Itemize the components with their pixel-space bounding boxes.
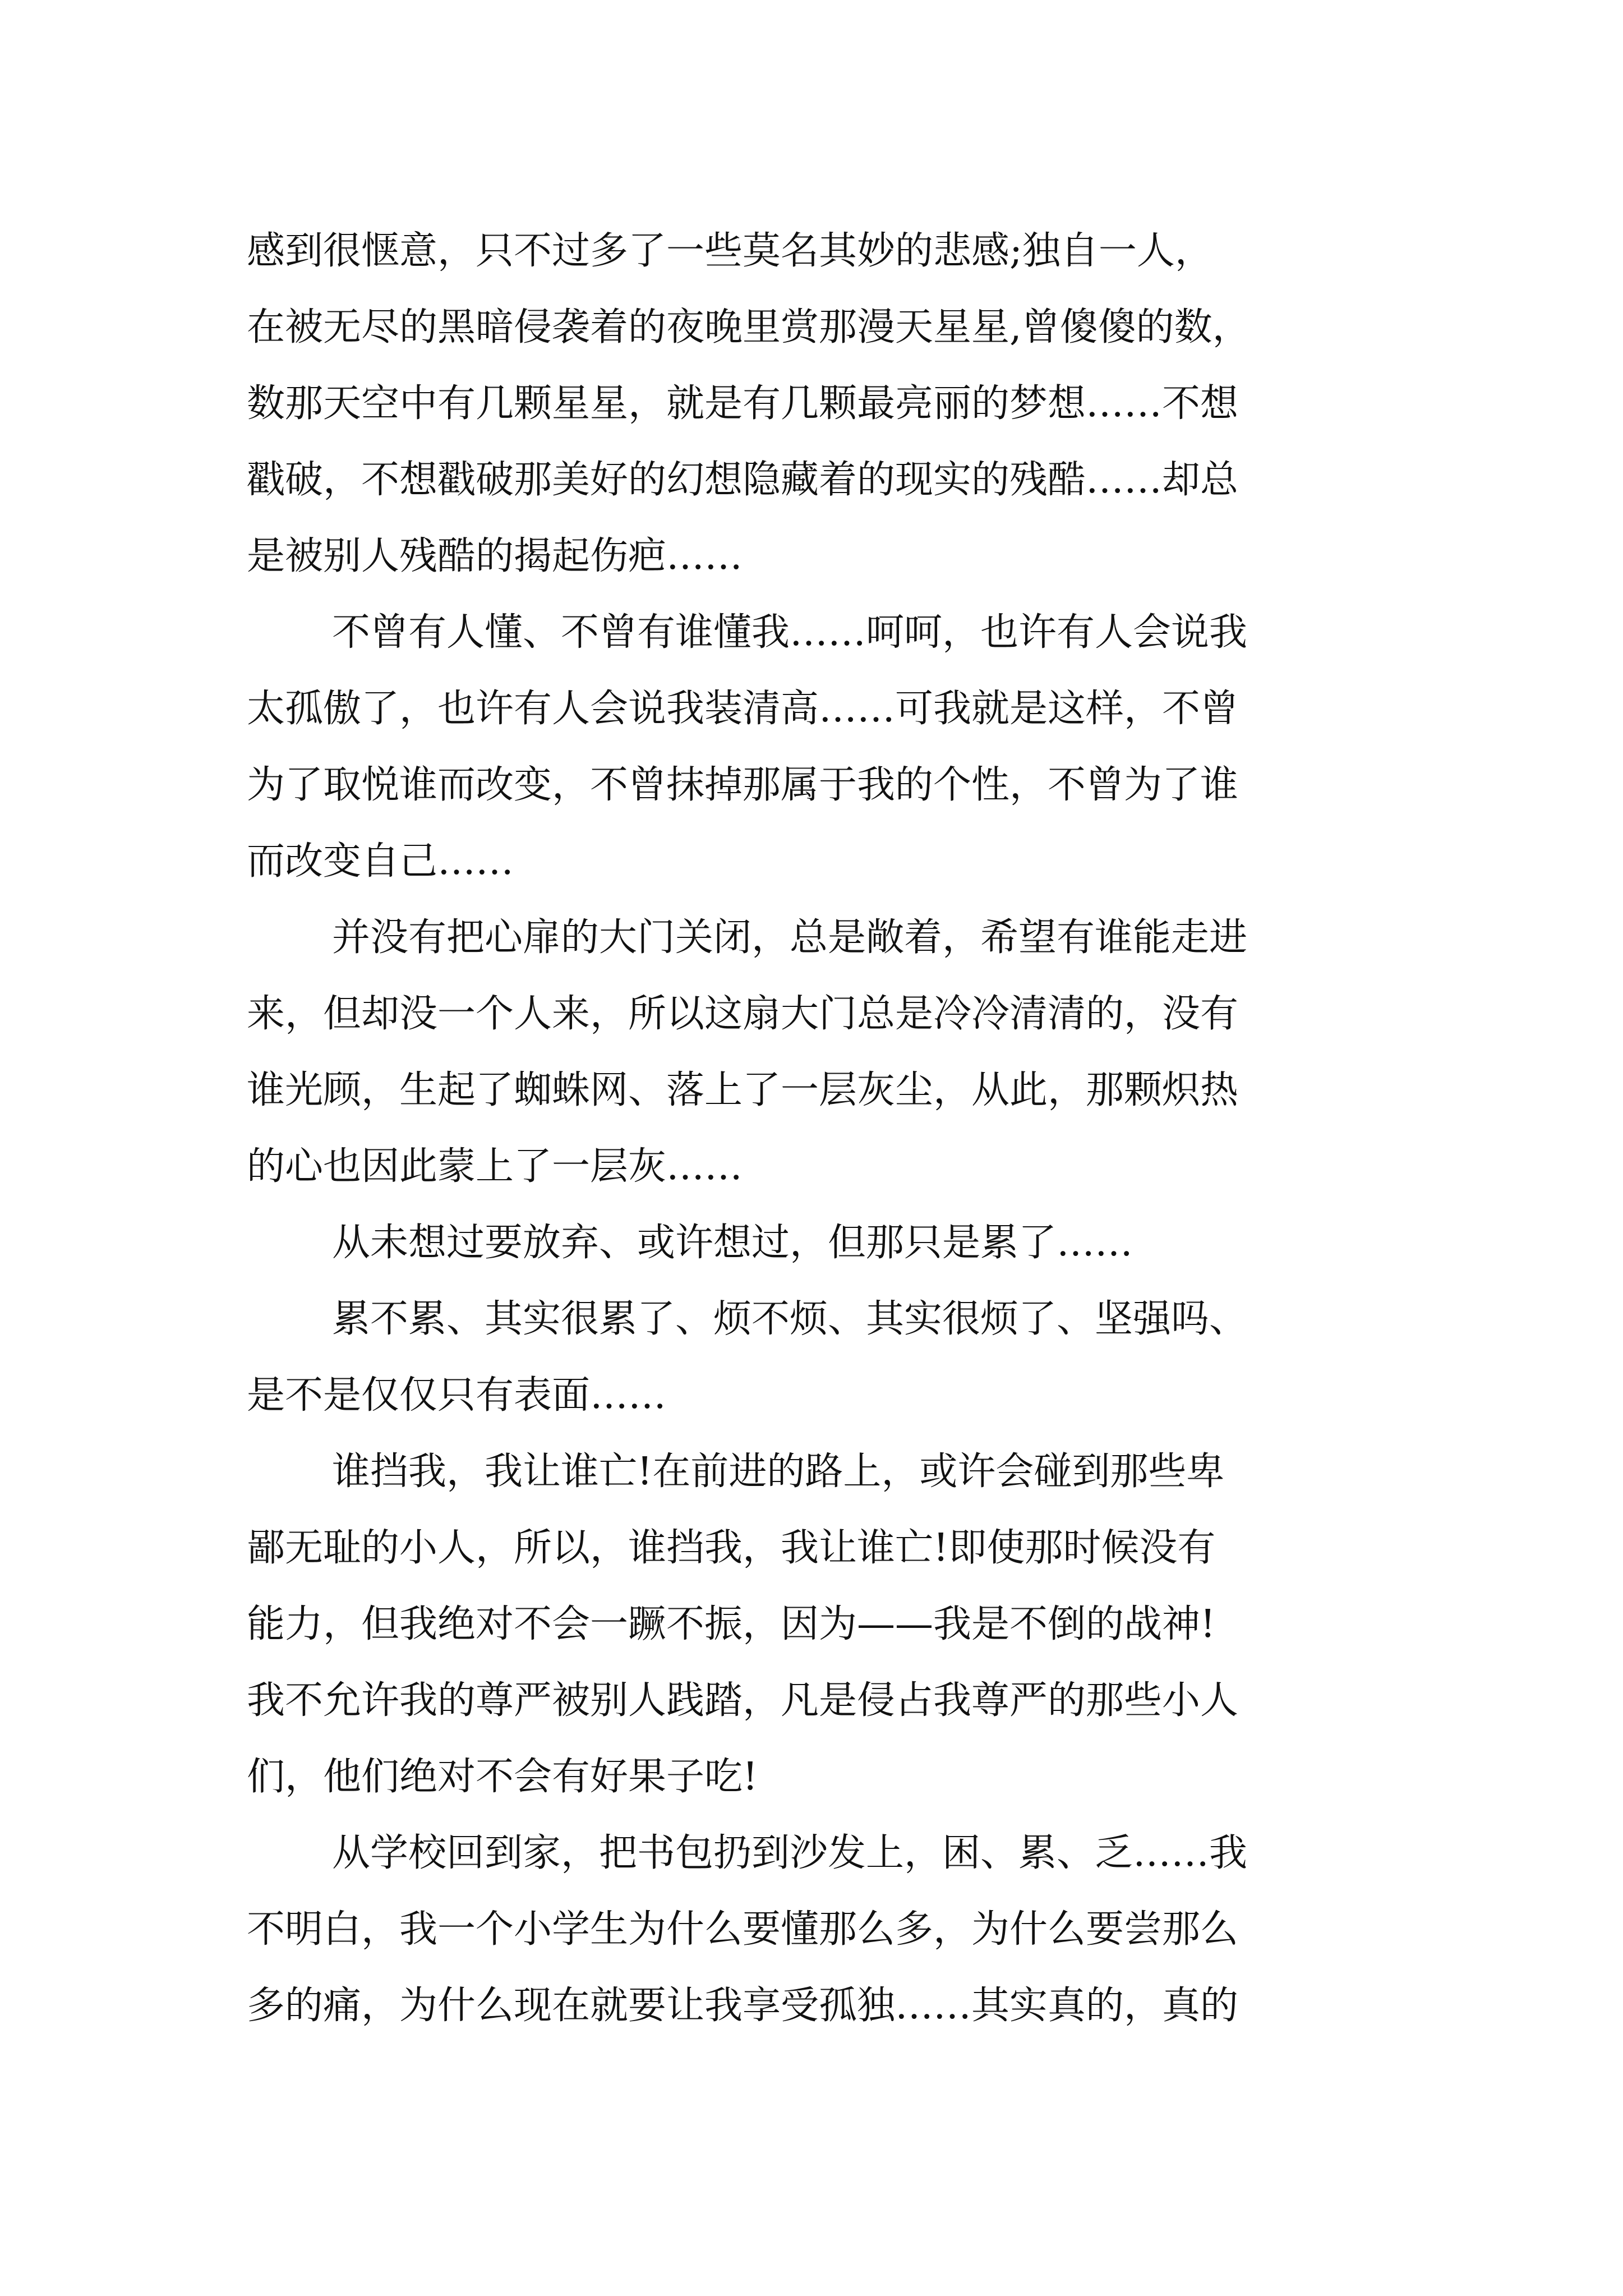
paragraph-first-line: 从学校回到家，把书包扔到沙发上，困、累、乏……我: [332, 1831, 1248, 1875]
text-line: 谁光顾，生起了蜘蛛网、落上了一层灰尘，从此，那颗炽热: [247, 1068, 1239, 1112]
document-body: [247, 213, 1430, 2044]
text-line: 是被别人残酷的揭起伤疤……: [247, 534, 743, 578]
text-line: 来，但却没一个人来，所以这扇大门总是冷冷清清的，没有: [247, 992, 1239, 1036]
paragraph-first-line: 谁挡我，我让谁亡!在前进的路上，或许会碰到那些卑: [332, 1450, 1225, 1494]
text-line: 在被无尽的黑暗侵袭着的夜晚里赏那漫天星星,曾傻傻的数，: [247, 305, 1251, 349]
text-line: 多的痛，为什么现在就要让我享受孤独……其实真的，真的: [247, 1984, 1239, 2028]
text-line: 是不是仅仅只有表面……: [247, 1373, 667, 1418]
text-line: 戳破，不想戳破那美好的幻想隐藏着的现实的残酷……却总: [247, 458, 1239, 502]
text-line: 鄙无耻的小人，所以，谁挡我，我让谁亡!即使那时候没有: [247, 1526, 1216, 1570]
paragraph-first-line: 并没有把心扉的大门关闭，总是敞着，希望有谁能走进: [332, 915, 1248, 960]
text-line: 们，他们绝对不会有好果子吃!: [247, 1755, 758, 1799]
paragraph-first-line: 不曾有人懂、不曾有谁懂我……呵呵，也许有人会说我: [332, 610, 1248, 655]
paragraph-first-line: 累不累、其实很累了、烦不烦、其实很烦了、坚强吗、: [332, 1297, 1248, 1341]
text-line: 能力，但我绝对不会一蹶不振，因为——我是不倒的战神!: [247, 1602, 1216, 1646]
text-line: 不明白，我一个小学生为什么要懂那么多，为什么要尝那么: [247, 1907, 1239, 1952]
text-line: 数那天空中有几颗星星，就是有几颗最亮丽的梦想……不想: [247, 381, 1239, 426]
paragraph-first-line: 从未想过要放弃、或许想过，但那只是累了……: [332, 1221, 1133, 1265]
text-line: 而改变自己……: [247, 839, 514, 884]
text-line: 我不允许我的尊严被别人践踏，凡是侵占我尊严的那些小人: [247, 1678, 1239, 1723]
text-line: 为了取悦谁而改变，不曾抹掉那属于我的个性，不曾为了谁: [247, 763, 1239, 807]
text-line: 太孤傲了，也许有人会说我装清高……可我就是这样，不曾: [247, 687, 1239, 731]
text-line: 感到很惬意，只不过多了一些莫名其妙的悲感;独自一人，: [247, 229, 1213, 273]
text-line: 的心也因此蒙上了一层灰……: [247, 1144, 743, 1189]
